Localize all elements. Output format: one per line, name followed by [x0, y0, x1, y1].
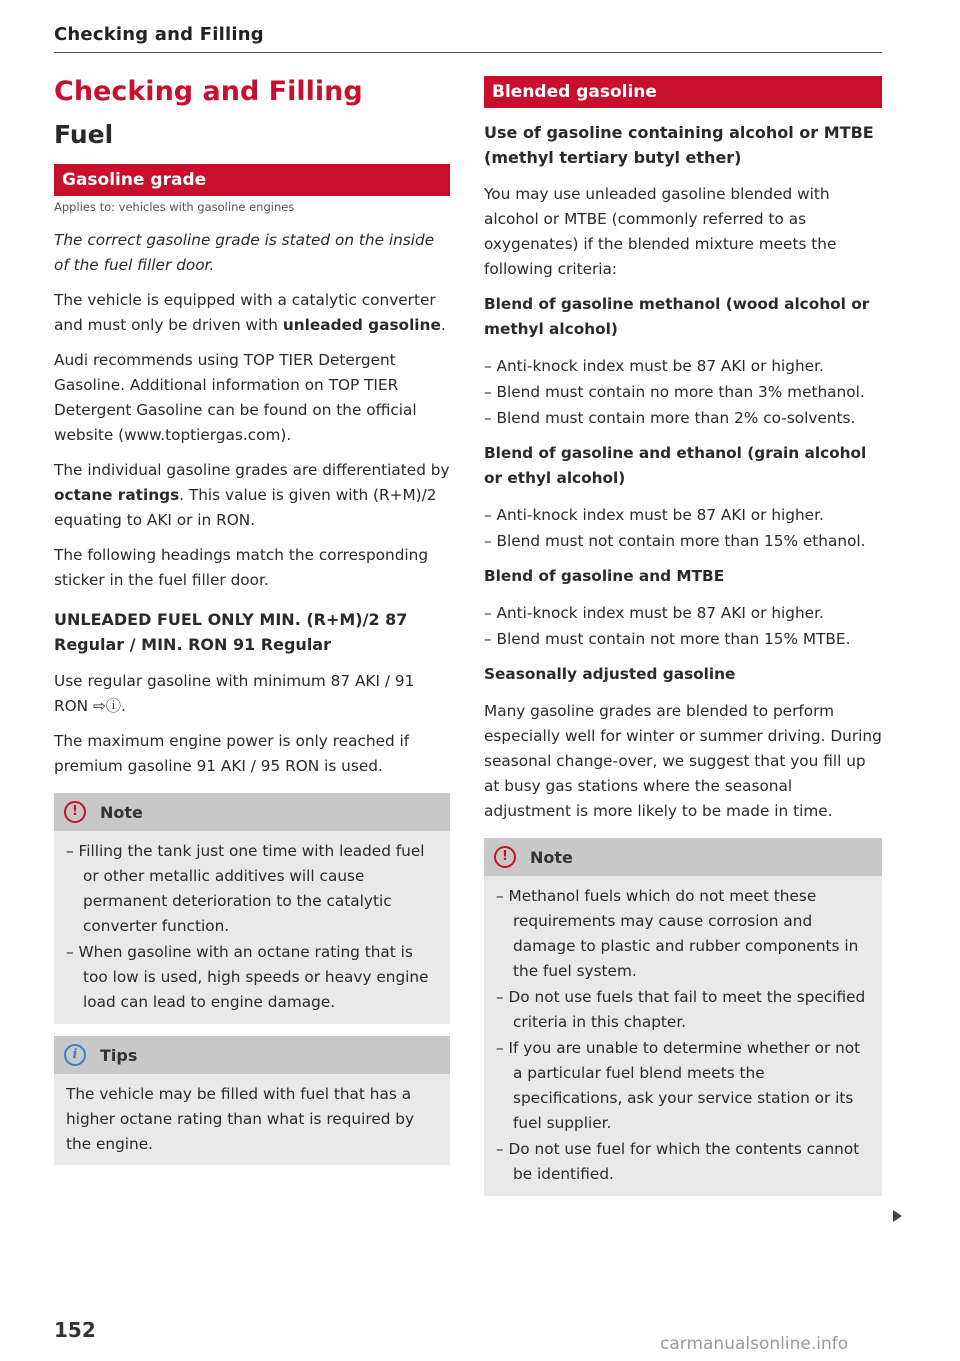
- header-divider: [54, 52, 882, 53]
- list-item: – Filling the tank just one time with leaded fuel or other metallic additives will cause permanent deterioration to the catalytic converter function.: [66, 839, 438, 939]
- note-header: [484, 838, 882, 876]
- list-item: – Blend must not contain more than 15% ethanol.: [484, 529, 882, 554]
- tips-header: [54, 1036, 450, 1074]
- unleaded-heading: UNLEADED FUEL ONLY MIN. (R+M)/2 87 Regular / MIN. RON 91 Regular: [54, 610, 408, 654]
- warning-circle-icon: !: [64, 801, 86, 823]
- warning-circle-icon: !: [494, 846, 516, 868]
- alcohol-mtbe-heading: Use of gasoline containing alcohol or MTBE (methyl tertiary butyl ether): [484, 123, 874, 167]
- unleaded-emphasis: unleaded gasoline: [282, 316, 441, 334]
- top-tier-paragraph: Audi recommends using TOP TIER Detergent Gasoline. Additional information on TOP TIER Detergent Gasoline can be found on the official website (www.toptiergas.com).: [54, 351, 417, 444]
- list-item: – Blend must contain not more than 15% MTBE.: [484, 627, 882, 652]
- ethanol-heading: Blend of gasoline and ethanol (grain alcohol or ethyl alcohol): [484, 444, 867, 487]
- note-title: Note: [530, 847, 573, 867]
- list-item: – Anti-knock index must be 87 AKI or higher.: [484, 354, 882, 379]
- blend-intro-paragraph: You may use unleaded gasoline blended with alcohol or MTBE (commonly referred to as oxygenates) if the blended mixture meets the following criteria:: [484, 185, 837, 278]
- tips-title: Tips: [100, 1045, 138, 1065]
- note-box-left: [54, 793, 450, 1024]
- left-column: [54, 70, 450, 1177]
- max-power-paragraph: The maximum engine power is only reached if premium gasoline 91 AKI / 95 RON is used.: [54, 732, 410, 775]
- list-item: – Do not use fuels that fail to meet the specified criteria in this chapter.: [496, 985, 870, 1035]
- regular-gasoline-paragraph: Use regular gasoline with minimum 87 AKI / 91 RON ⇨ⓘ.: [54, 672, 415, 715]
- ethanol-list: [484, 503, 882, 554]
- watermark: carmanualsonline.info: [660, 1334, 849, 1354]
- chapter-title: Checking and Filling: [54, 76, 363, 107]
- tips-box: [54, 1036, 450, 1165]
- running-header: Checking and Filling: [54, 24, 264, 45]
- gasoline-grade-heading: Gasoline grade: [54, 164, 450, 196]
- list-item: – When gasoline with an octane rating that is too low is used, high speeds or heavy engine load can lead to engine damage.: [66, 940, 438, 1015]
- list-item: – Anti-knock index must be 87 AKI or higher.: [484, 503, 882, 528]
- blended-gasoline-heading: Blended gasoline: [484, 76, 882, 108]
- octane-paragraph: The individual gasoline grades are differentiated by octane ratings. This value is given with (R+M)/2 equating to AKI or in RON.: [54, 461, 450, 529]
- info-circle-icon: i: [64, 1044, 86, 1066]
- note-title: Note: [100, 802, 143, 822]
- mtbe-heading: Blend of gasoline and MTBE: [484, 567, 725, 585]
- mtbe-list: [484, 601, 882, 652]
- list-item: – Anti-knock index must be 87 AKI or higher.: [484, 601, 882, 626]
- methanol-list: [484, 354, 882, 431]
- note-box-right: [484, 838, 882, 1196]
- methanol-heading: Blend of gasoline methanol (wood alcohol or methyl alcohol): [484, 295, 870, 338]
- list-item: – Do not use fuel for which the contents cannot be identified.: [496, 1137, 870, 1187]
- right-column: [484, 76, 882, 1208]
- applies-to-text: Applies to: vehicles with gasoline engines: [54, 200, 295, 214]
- tips-text: The vehicle may be filled with fuel that has a higher octane rating than what is required by the engine.: [66, 1085, 415, 1153]
- catalytic-paragraph: The vehicle is equipped with a catalytic converter and must only be driven with unleaded gasoline.: [54, 291, 446, 334]
- list-item: – Blend must contain no more than 3% methanol.: [484, 380, 882, 405]
- lead-paragraph: The correct gasoline grade is stated on the inside of the fuel filler door.: [54, 231, 435, 274]
- list-item: – If you are unable to determine whether or not a particular fuel blend meets the specifications, ask your service station or its fuel supplier.: [496, 1036, 870, 1136]
- octane-emphasis: octane ratings: [54, 486, 180, 504]
- headings-paragraph: The following headings match the corresponding sticker in the fuel filler door.: [54, 546, 429, 589]
- section-title: Fuel: [54, 120, 114, 149]
- seasonal-heading: Seasonally adjusted gasoline: [484, 665, 736, 683]
- page-number: 152: [54, 1318, 96, 1342]
- note-header: [54, 793, 450, 831]
- continue-arrow-icon: [893, 1210, 902, 1222]
- seasonal-paragraph: Many gasoline grades are blended to perform especially well for winter or summer driving. During seasonal change-over, we suggest that you fill up at busy gas stations where the seasonal adjustment is more likely to be made in time.: [484, 702, 882, 820]
- list-item: – Methanol fuels which do not meet these requirements may cause corrosion and damage to plastic and rubber components in the fuel system.: [496, 884, 870, 984]
- list-item: – Blend must contain more than 2% co-solvents.: [484, 406, 882, 431]
